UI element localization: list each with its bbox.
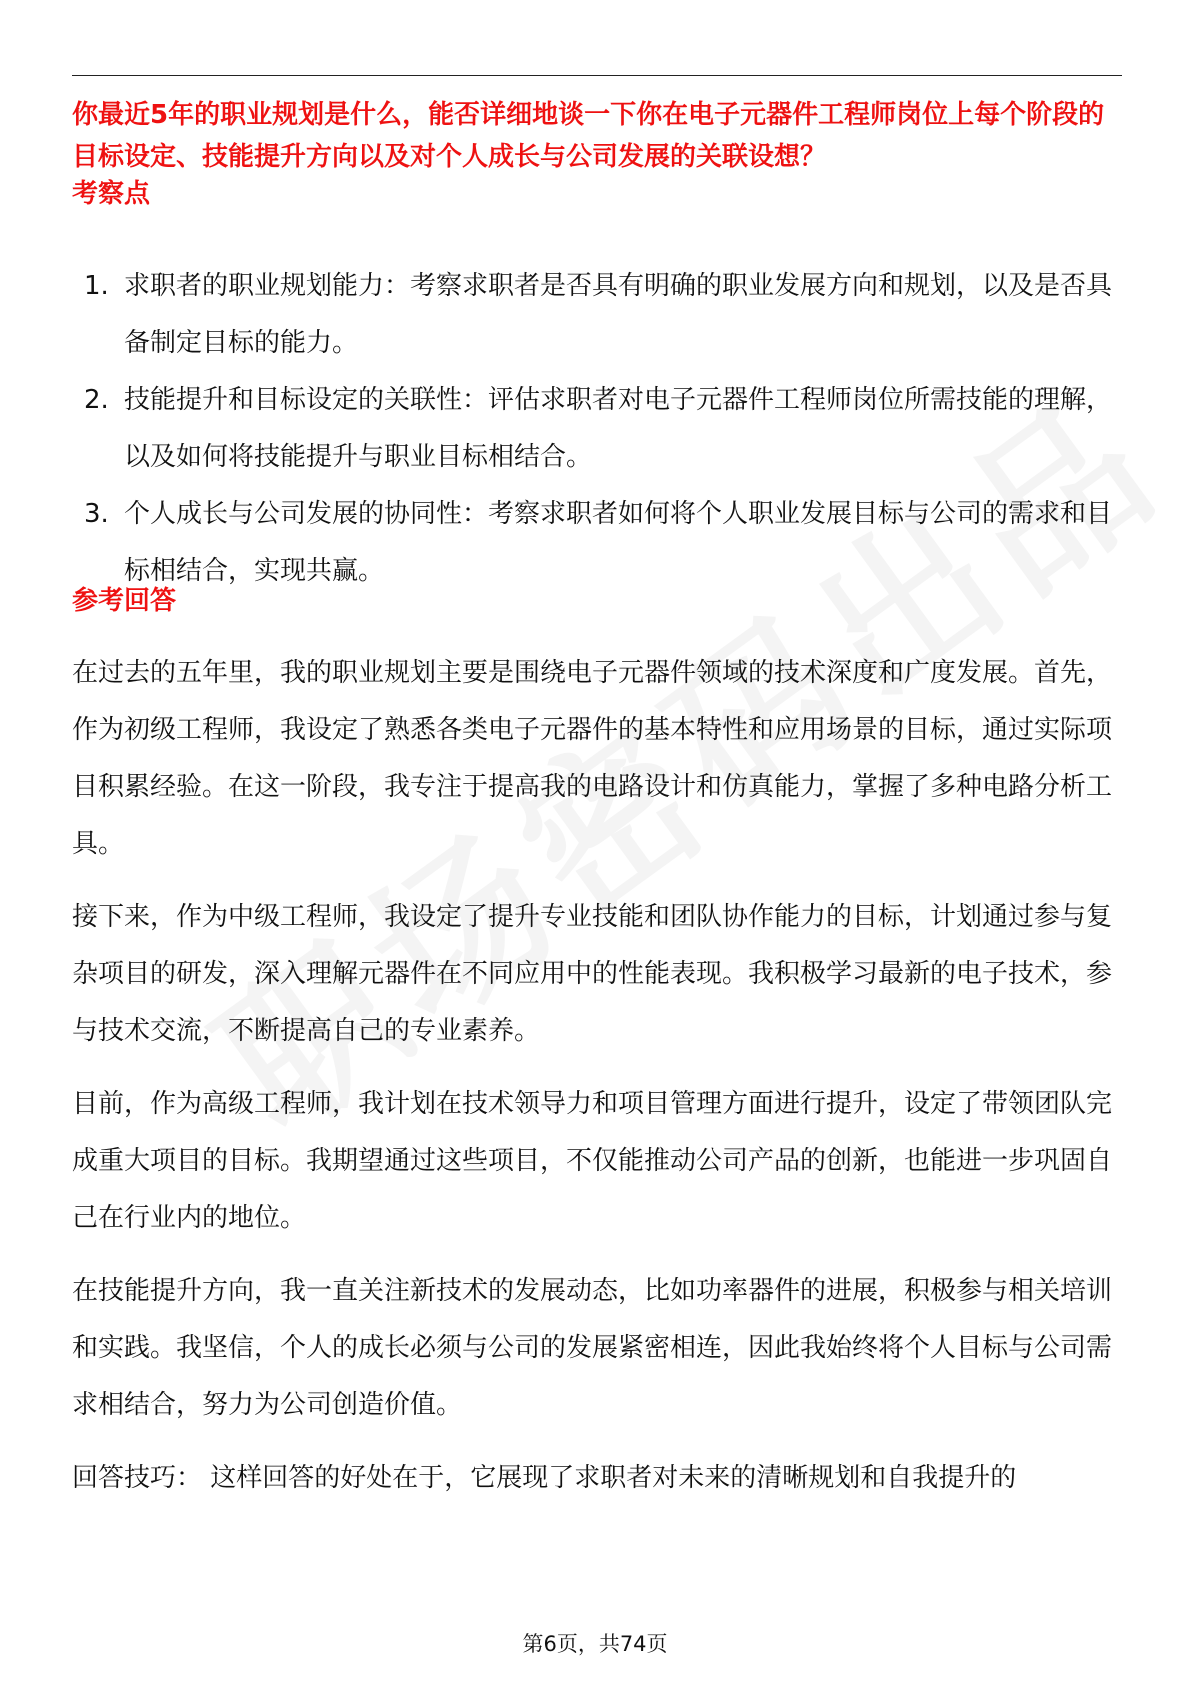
- list-item-text: 技能提升和目标设定的关联性：评估求职者对电子元器件工程师岗位所需技能的理解，以及如何将技能提升与职业目标相结合。: [124, 385, 1113, 472]
- header-rule: [72, 75, 1122, 76]
- section-heading-answer: 参考回答: [72, 586, 177, 616]
- list-item: [72, 258, 1124, 372]
- answer-tip: 回答技巧： 这样回答的好处在于，它展现了求职者对未来的清晰规划和自我提升的: [72, 1463, 1017, 1493]
- page-number: 第6页，共74页: [522, 1632, 668, 1656]
- list-item-number: 1.: [84, 271, 109, 301]
- answer-paragraph: 目前，作为高级工程师，我计划在技术领导力和项目管理方面进行提升，设定了带领团队完成重大项目的目标。我期望通过这些项目，不仅能推动公司产品的创新，也能进一步巩固自己在行业内的地位。: [72, 1089, 1113, 1233]
- list-item-text: 求职者的职业规划能力：考察求职者是否具有明确的职业发展方向和规划，以及是否具备制定目标的能力。: [124, 271, 1113, 358]
- list-item: [72, 372, 1124, 486]
- answer-paragraph: 在过去的五年里，我的职业规划主要是围绕电子元器件领域的技术深度和广度发展。首先，作为初级工程师，我设定了熟悉各类电子元器件的基本特性和应用场景的目标，通过实际项目积累经验。在这一阶段，我专注于提高我的电路设计和仿真能力，掌握了多种电路分析工具。: [72, 658, 1113, 859]
- list-item: [72, 486, 1124, 600]
- answer-paragraph: 接下来，作为中级工程师，我设定了提升专业技能和团队协作能力的目标，计划通过参与复杂项目的研发，深入理解元器件在不同应用中的性能表现。我积极学习最新的电子技术，参与技术交流，不断提高自己的专业素养。: [72, 902, 1113, 1046]
- list-item-number: 3.: [84, 499, 109, 529]
- list-item-text: 个人成长与公司发展的协同性：考察求职者如何将个人职业发展目标与公司的需求和目标相结合，实现共赢。: [124, 499, 1113, 586]
- list-item-number: 2.: [84, 385, 109, 415]
- section-heading-points: 考察点: [72, 179, 151, 209]
- question-title: 你最近5年的职业规划是什么，能否详细地谈一下你在电子元器件工程师岗位上每个阶段的目标设定、技能提升方向以及对个人成长与公司发展的关联设想？: [72, 100, 1105, 172]
- points-list: [72, 258, 1124, 600]
- answer-paragraph: 在技能提升方向，我一直关注新技术的发展动态，比如功率器件的进展，积极参与相关培训和实践。我坚信，个人的成长必须与公司的发展紧密相连，因此我始终将个人目标与公司需求相结合，努力为公司创造价值。: [72, 1276, 1113, 1420]
